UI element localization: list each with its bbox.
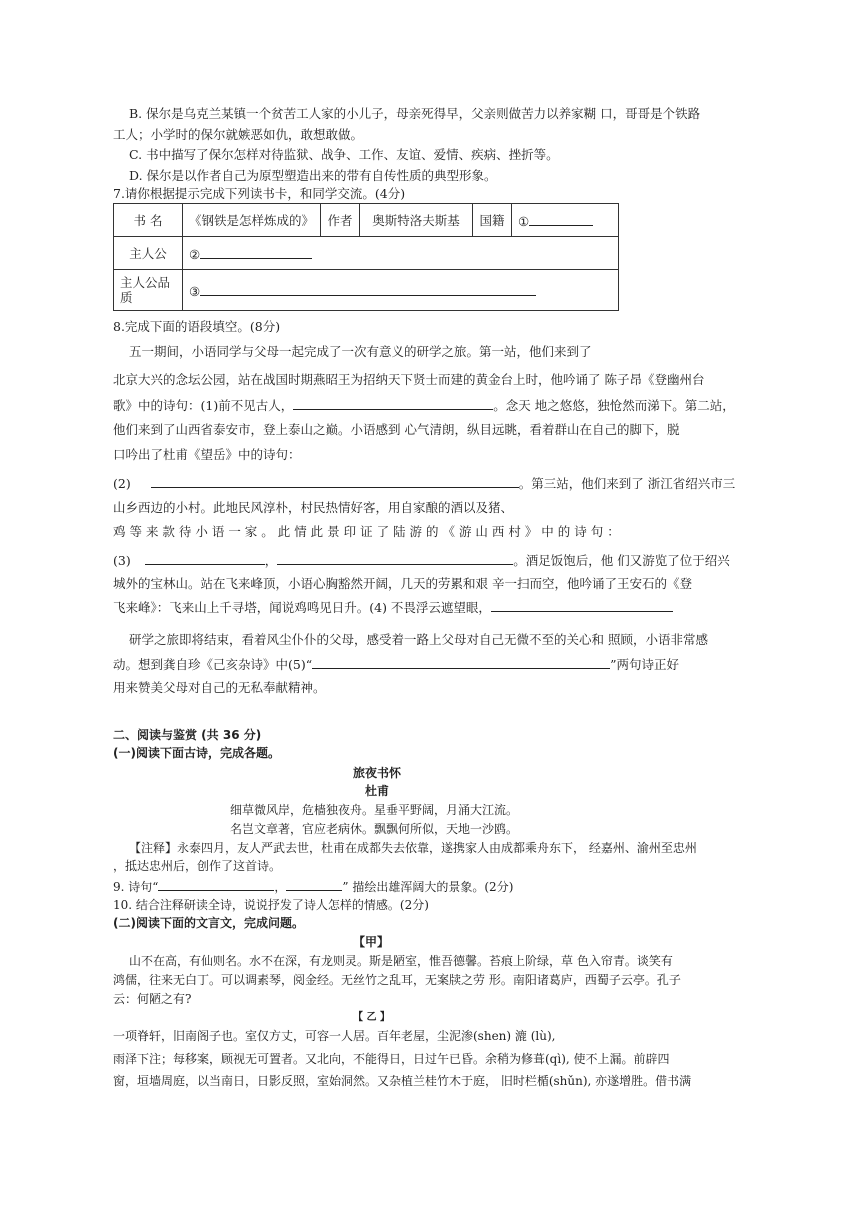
answer-line: [529, 212, 593, 226]
q8-text: 。念天 地之悠悠，独怆然而涕下。第二站，: [493, 398, 735, 413]
poem-title: 旅夜书怀: [353, 766, 402, 780]
answer-line: [200, 245, 312, 259]
answer-blank-4[interactable]: [491, 598, 673, 612]
poem-line-2: 名岂文章著，官应老病休。飘飘何所似，天地一沙鸥。: [230, 822, 519, 836]
q8-paragraph-line: 用来赞美父母对自己的无私奉献精神。: [113, 680, 326, 695]
poem-line-1: 细草微风岸，危樯独夜舟。星垂平野阔，月涌大江流。: [230, 803, 519, 817]
q8-paragraph-line: 五一期间，小语同学与父母一起完成了一次有意义的研学之旅。第一站，他们来到了: [129, 344, 592, 359]
q8-blank-line-4: [113, 598, 673, 617]
answer-blank-3a[interactable]: [145, 551, 265, 565]
subsection-1-title: (一)阅读下面古诗，完成各题。: [113, 746, 280, 760]
q8-text: (2): [113, 476, 131, 491]
subsection-2-title: (二)阅读下面的文言文，完成问题。: [113, 916, 304, 930]
q9-blank-a[interactable]: [158, 877, 274, 891]
answer-line: [200, 282, 536, 296]
q8-text: ，: [264, 553, 278, 568]
q8-paragraph-line: 山乡西边的小村。此地民风淳朴，村民热情好客，用自家酿的酒以及猪、: [113, 500, 514, 515]
section-2-title: 二、阅读与鉴赏 (共 36 分): [113, 728, 262, 742]
q8-blank-line-2: [113, 474, 735, 493]
hero-blank[interactable]: [183, 237, 619, 270]
q8-text: 歌》中的诗句：(1)前不见古人，: [113, 398, 294, 413]
q9-text: ” 描绘出雄浑阔大的景象。(2分): [342, 880, 514, 894]
q8-text: 飞来峰》：飞来山上千寻塔，闻说鸡鸣见日升。(4) 不畏浮云遮望眼，: [113, 600, 491, 615]
book-name-value: 《钢铁是怎样炼成的》: [183, 204, 321, 237]
question-7-title: 7.请你根据提示完成下列读书卡，和同学交流。(4分): [113, 186, 406, 201]
nationality-label: 国籍: [473, 204, 512, 237]
answer-blank-5[interactable]: [312, 655, 610, 669]
option-c: C. 书中描写了保尔怎样对待监狱、战争、工作、友谊、爱情、疾病、挫折等。: [129, 147, 559, 162]
trait-blank[interactable]: [183, 270, 619, 311]
answer-blank-2[interactable]: [151, 474, 519, 488]
question-8-title: 8.完成下面的语段填空。(8分): [113, 319, 281, 334]
q8-paragraph-line: 城外的宝林山。站在飞来峰顶，小语心胸豁然开阔，几天的劳累和艰 辛一扫而空，他吟诵了王安石的《登: [113, 576, 692, 591]
q8-paragraph-line: 口吟出了杜甫《望岳》中的诗句：: [113, 447, 301, 462]
q8-text: 。酒足饭饱后，他 们又游览了位于绍兴: [513, 553, 730, 568]
reading-card-table: [113, 203, 619, 311]
q8-text: ”两句诗正好: [610, 657, 679, 672]
poem-author: 杜甫: [365, 784, 390, 798]
q9-text: ，: [274, 880, 287, 894]
author-value: 奥斯特洛夫斯基: [360, 204, 473, 237]
q8-blank-line-5: [113, 655, 679, 674]
q8-paragraph-line: 北京大兴的念坛公园，站在战国时期燕昭王为招纳天下贤士而建的黄金台上时，他吟诵了 陈子昂《登幽州台: [113, 372, 705, 387]
author-label: 作者: [321, 204, 360, 237]
trait-label: [114, 270, 183, 311]
book-name-label: 书 名: [114, 204, 183, 237]
nationality-blank[interactable]: [512, 204, 619, 237]
hero-label: 主人公: [114, 237, 183, 270]
text-yi-line: 雨泽下注；每移案，顾视无可置者。又北向，不能得日，日过午已昏。余稍为修葺(qì), 使不上漏。前辟四: [113, 1052, 670, 1066]
text-jia-line: 山不在高，有仙则名。水不在深，有龙则灵。斯是陋室，惟吾德馨。苔痕上阶绿，草 色入帘青。谈笑有: [129, 954, 673, 968]
question-10: 10. 结合注释研读全诗，说说抒发了诗人怎样的情感。(2分): [113, 898, 429, 912]
q8-blank-line-1: [113, 396, 735, 415]
q8-text: (3): [113, 553, 131, 568]
q8-text: 动。想到龚自珍《己亥杂诗》中(5)“: [113, 657, 313, 672]
text-yi-line: 窗，垣墙周庭，以当南日，日影反照，室始洞然。又杂植兰桂竹木于庭， 旧时栏楯(shǔn), 亦遂增胜。借书满: [113, 1074, 692, 1088]
blank-marker-1: ①: [518, 213, 530, 229]
q8-blank-line-3: [113, 551, 730, 570]
option-b-line-1: B. 保尔是乌克兰某镇一个贫苦工人家的小儿子，母亲死得早，父亲则做苦力以养家糊 口，哥哥是个铁路: [129, 106, 701, 121]
poem-note-line-1: 【注释】永泰四月，友人严武去世，杜甫在成都失去依靠，遂携家人由成都乘舟东下， 经嘉州、渝州至忠州: [129, 841, 697, 855]
blank-marker-3: ③: [189, 283, 201, 299]
text-jia-line: 鸿儒，往来无白丁。可以调素琴，阅金经。无丝竹之乱耳，无案牍之劳 形。南阳诸葛庐，西蜀子云亭。孔子: [113, 973, 681, 987]
option-d: D. 保尔是以作者自己为原型塑造出来的带有自传性质的典型形象。: [129, 168, 497, 183]
text-jia-line: 云：何陋之有?: [113, 992, 192, 1006]
option-b-line-2: 工人；小学时的保尔就嫉恶如仇，敢想敢做。: [113, 127, 364, 142]
question-9: [113, 877, 513, 896]
text-yi-line: 一项脊轩，旧南阁子也。室仅方丈，可容一人居。百年老屋，尘泥渗(shen) 漉 (lù),: [113, 1029, 556, 1043]
q8-paragraph-line: 研学之旅即将结束，看着风尘仆仆的父母，感受着一路上父母对自己无微不至的关心和 照顾，小语非常感: [129, 632, 708, 647]
blank-marker-2: ②: [189, 246, 201, 262]
answer-blank-3b[interactable]: [277, 551, 513, 565]
poem-note-line-2: ，抵达忠州后，创作了这首诗。: [113, 859, 282, 873]
q9-blank-b[interactable]: [286, 877, 342, 891]
q8-paragraph-line: 他们来到了山西省泰安市，登上泰山之巅。小语感到 心气清朗，纵目远眺，看着群山在自己的脚下，脱: [113, 422, 680, 437]
q9-text: 9. 诗句“: [113, 880, 159, 894]
text-yi-heading: 【 乙 】: [353, 1012, 390, 1023]
trait-label-line-2: 质: [120, 290, 133, 305]
answer-blank-1[interactable]: [293, 396, 493, 410]
q8-paragraph-line: 鸡 等 来 款 待 小 语 一 家 。 此 情 此 景 印 证 了 陆 游 的 《 游 山 西 村 》 中 的 诗 句 ：: [113, 524, 620, 539]
text-jia-heading: 【甲】: [353, 935, 390, 949]
q8-text: 。第三站，他们来到了 浙江省绍兴市三: [518, 476, 736, 491]
trait-label-line-1: 主人公品: [120, 275, 171, 290]
